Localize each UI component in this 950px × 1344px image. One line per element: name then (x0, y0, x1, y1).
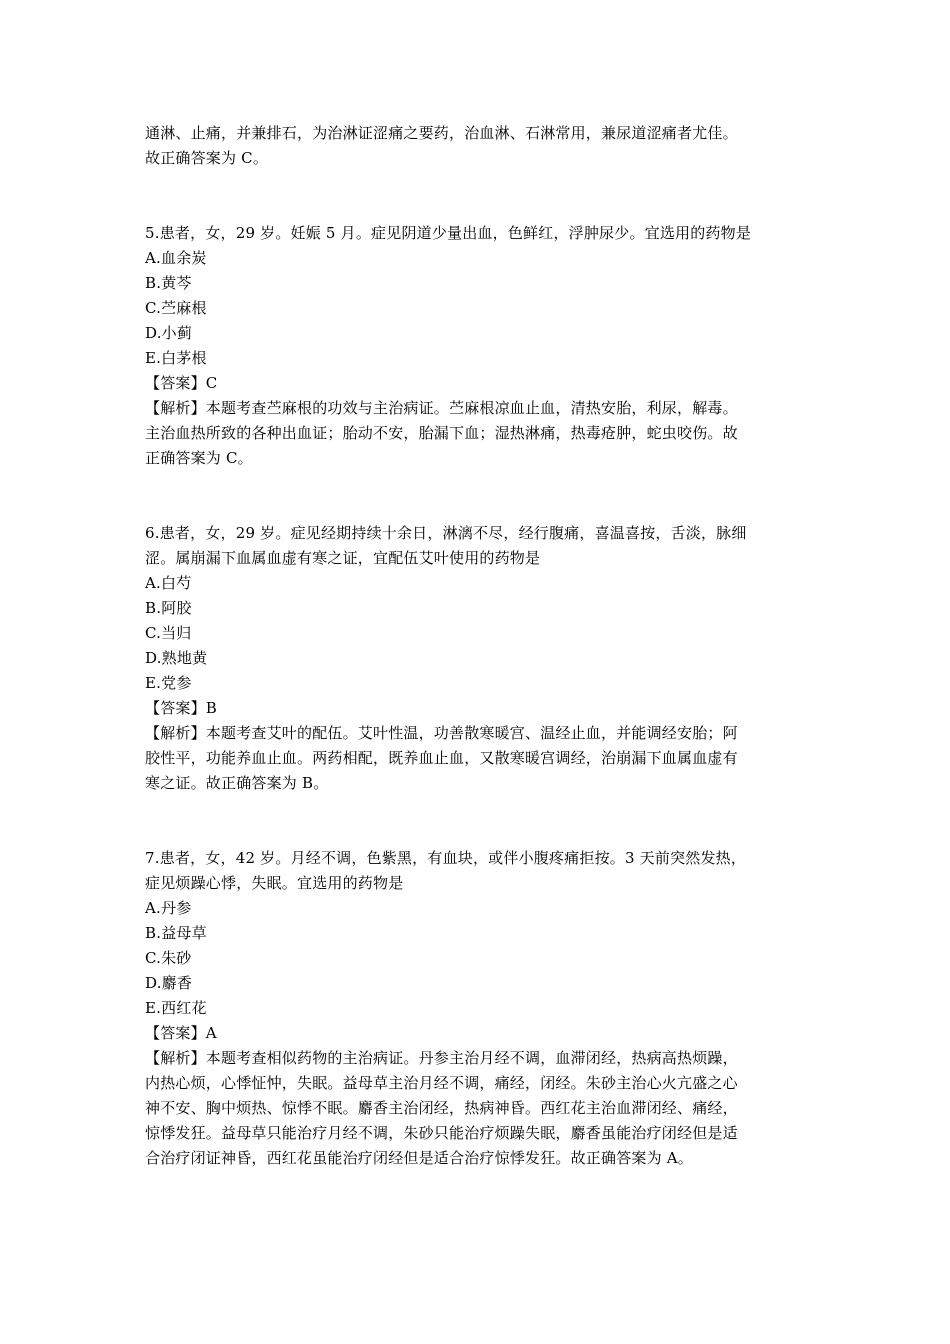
answer-line: 【答案】C (145, 374, 218, 392)
analysis-line: 寒之证。故正确答案为 B。 (145, 774, 329, 792)
option-e: E.党参 (145, 674, 192, 692)
question-6 (145, 521, 813, 796)
option-c: C.苎麻根 (145, 299, 207, 317)
analysis-line: 正确答案为 C。 (145, 449, 253, 467)
question-stem: 6.患者，女，29 岁。症见经期持续十余日，淋漓不尽，经行腹痛，喜温喜按，舌淡，脉细 (145, 524, 747, 542)
option-c: C.当归 (145, 624, 192, 642)
document-page (145, 121, 813, 1171)
analysis-line: 胶性平，功能养血止血。两药相配，既养血止血，又散寒暖宫调经，治崩漏下血属血虚有 (145, 749, 738, 767)
option-a: A.白芍 (145, 574, 192, 592)
intro-line: 故正确答案为 C。 (145, 149, 269, 167)
intro-line: 通淋、止痛，并兼排石，为治淋证涩痛之要药，治血淋、石淋常用，兼尿道涩痛者尤佳。 (145, 124, 738, 142)
question-stem: 症见烦躁心悸，失眠。宜选用的药物是 (145, 874, 404, 892)
option-b: B.黄芩 (145, 274, 192, 292)
answer-line: 【答案】B (145, 699, 218, 717)
option-c: C.朱砂 (145, 949, 192, 967)
analysis-line: 主治血热所致的各种出血证；胎动不安，胎漏下血；湿热淋痛，热毒疮肿，蛇虫咬伤。故 (145, 424, 738, 442)
option-e: E.白茅根 (145, 349, 207, 367)
analysis-line: 【解析】本题考查相似药物的主治病证。丹参主治月经不调，血滞闭经，热病高热烦躁， (145, 1049, 738, 1067)
intro-paragraph (145, 121, 813, 171)
option-a: A.丹参 (145, 899, 192, 917)
analysis-line: 合治疗闭证神昏，西红花虽能治疗闭经但是适合治疗惊悸发狂。故正确答案为 A。 (145, 1149, 694, 1167)
option-a: A.血余炭 (145, 249, 207, 267)
question-stem: 5.患者，女，29 岁。妊娠 5 月。症见阴道少量出血，色鲜红，浮肿尿少。宜选用的药物是 (145, 224, 752, 242)
option-d: D.熟地黄 (145, 649, 208, 667)
option-b: B.益母草 (145, 924, 207, 942)
analysis-line: 惊悸发狂。益母草只能治疗月经不调，朱砂只能治疗烦躁失眠，麝香虽能治疗闭经但是适 (145, 1124, 738, 1142)
answer-line: 【答案】A (145, 1024, 217, 1042)
option-e: E.西红花 (145, 999, 207, 1017)
question-5 (145, 221, 813, 471)
question-7 (145, 846, 813, 1171)
analysis-line: 内热心烦，心悸怔忡，失眠。益母草主治月经不调，痛经，闭经。朱砂主治心火亢盛之心 (145, 1074, 738, 1092)
analysis-line: 【解析】本题考查苎麻根的功效与主治病证。苎麻根凉血止血，清热安胎，利尿，解毒。 (145, 399, 738, 417)
option-b: B.阿胶 (145, 599, 192, 617)
analysis-line: 神不安、胸中烦热、惊悸不眠。麝香主治闭经，热病神昏。西红花主治血滞闭经、痛经， (145, 1099, 738, 1117)
question-stem: 涩。属崩漏下血属血虚有寒之证，宜配伍艾叶使用的药物是 (145, 549, 541, 567)
analysis-line: 【解析】本题考查艾叶的配伍。艾叶性温，功善散寒暖宫、温经止血，并能调经安胎；阿 (145, 724, 738, 742)
question-stem: 7.患者，女，42 岁。月经不调，色紫黑，有血块，或伴小腹疼痛拒按。3 天前突然发热， (145, 849, 747, 867)
option-d: D.麝香 (145, 974, 193, 992)
option-d: D.小蓟 (145, 324, 193, 342)
